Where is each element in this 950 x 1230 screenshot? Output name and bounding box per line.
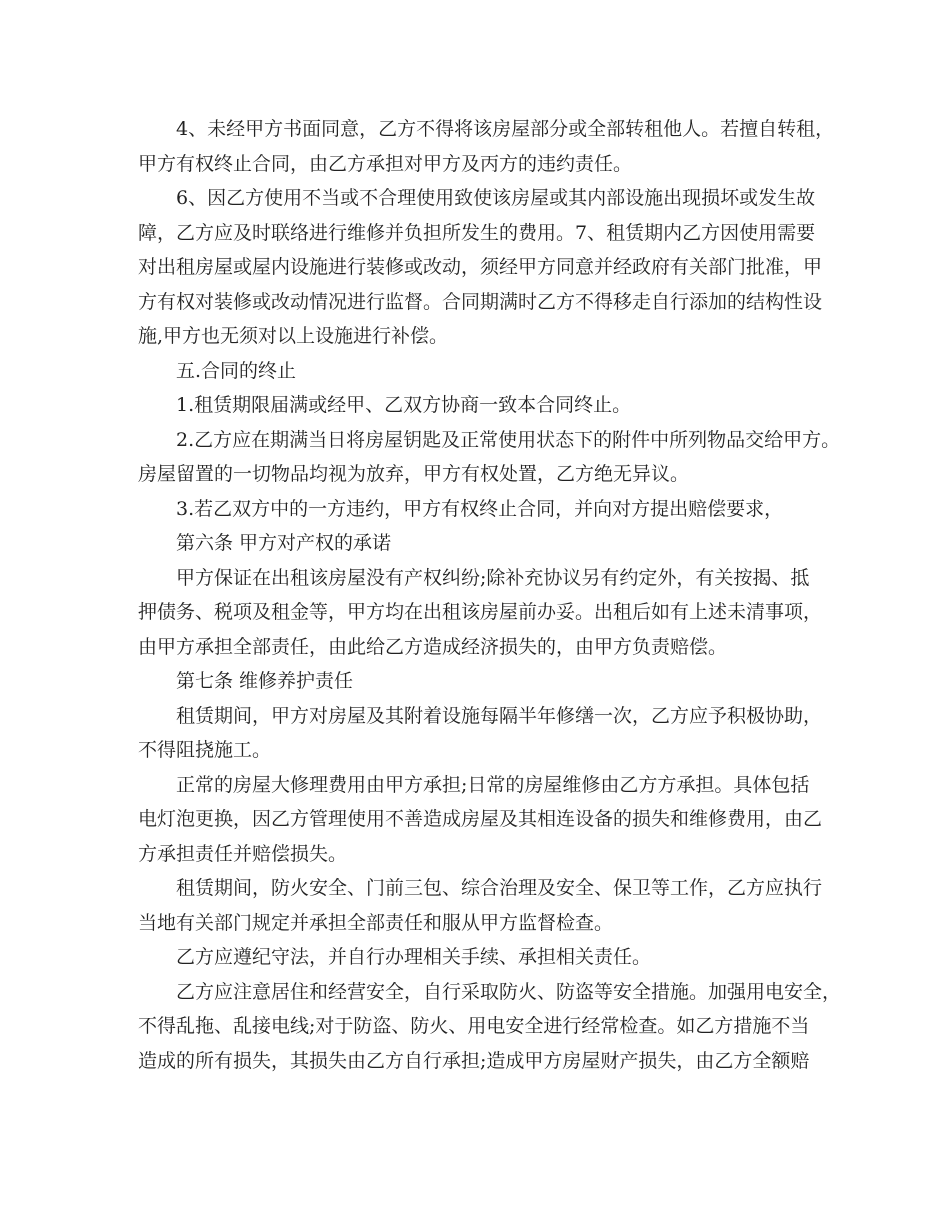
text-line: 方承担责任并赔偿损失。 (138, 842, 348, 865)
text-line: 3.若乙双方中的一方违约，甲方有权终止合同，并向对方提出赔偿要求， (176, 497, 784, 520)
text-line: 当地有关部门规定并承担全部责任和服从甲方监督检查。 (138, 911, 614, 934)
text-line: 正常的房屋大修理费用由甲方承担;日常的房屋维修由乙方方承担。具体包括 (176, 773, 810, 796)
text-line: 施,甲方也无须对以上设施进行补偿。 (138, 325, 449, 347)
text-line: 障，乙方应及时联络进行维修并负担所发生的费用。7、租赁期内乙方因使用需要 (138, 221, 816, 244)
text-line: 1.租赁期限届满或经甲、乙双方协商一致本合同终止。 (176, 394, 632, 416)
text-line: 方有权对装修或改动情况进行监督。合同期满时乙方不得移走自行添加的结构性设 (138, 290, 823, 313)
text-line: 租赁期间，防火安全、门前三包、综合治理及安全、保卫等工作，乙方应执行 (176, 877, 823, 899)
text-line: 对出租房屋或屋内设施进行装修或改动，须经甲方同意并经政府有关部门批准，甲 (138, 256, 823, 278)
text-line: 第六条 甲方对产权的承诺 (176, 532, 392, 554)
text-line: 电灯泡更换，因乙方管理使用不善造成房屋及其相连设备的损失和维修费用，由乙 (138, 808, 823, 830)
text-line: 4、未经甲方书面同意，乙方不得将该房屋部分或全部转租他人。若擅自转租， (176, 118, 835, 140)
text-line: 不得阻挠施工。 (138, 739, 272, 761)
text-line: 不得乱拖、乱接电线;对于防盗、防火、用电安全进行经常检查。如乙方措施不当 (138, 1015, 810, 1037)
text-line: 造成的所有损失，其损失由乙方自行承担;造成甲方房屋财产损失，由乙方全额赔 (138, 1049, 810, 1072)
text-line: 第七条 维修养护责任 (176, 670, 354, 692)
text-line: 房屋留置的一切物品均视为放弃，甲方有权处置，乙方绝无异议。 (138, 463, 690, 485)
text-line: 五.合同的终止 (176, 359, 297, 382)
text-line: 由甲方承担全部责任，由此给乙方造成经济损失的，由甲方负责赔偿。 (138, 635, 728, 658)
text-line: 6、因乙方使用不当或不合理使用致使该房屋或其内部设施出现损坏或发生故 (176, 187, 816, 209)
text-line: 押债务、税项及租金等，甲方均在出租该房屋前办妥。出租后如有上述未清事项， (138, 601, 823, 623)
text-line: 租赁期间，甲方对房屋及其附着设施每隔半年修缮一次，乙方应予积极协助， (176, 704, 823, 727)
text-line: 2.乙方应在期满当日将房屋钥匙及正常使用状态下的附件中所列物品交给甲方。 (176, 428, 841, 451)
text-line: 乙方应注意居住和经营安全，自行采取防火、防盗等安全措施。加强用电安全， (176, 980, 842, 1003)
text-line: 甲方保证在出租该房屋没有产权纠纷;除补充协议另有约定外，有关按揭、抵 (176, 566, 810, 589)
document-body (138, 112, 842, 1078)
text-line: 甲方有权终止合同，由乙方承担对甲方及丙方的违约责任。 (138, 152, 633, 175)
text-line: 乙方应遵纪守法，并自行办理相关手续、承担相关责任。 (176, 946, 652, 968)
